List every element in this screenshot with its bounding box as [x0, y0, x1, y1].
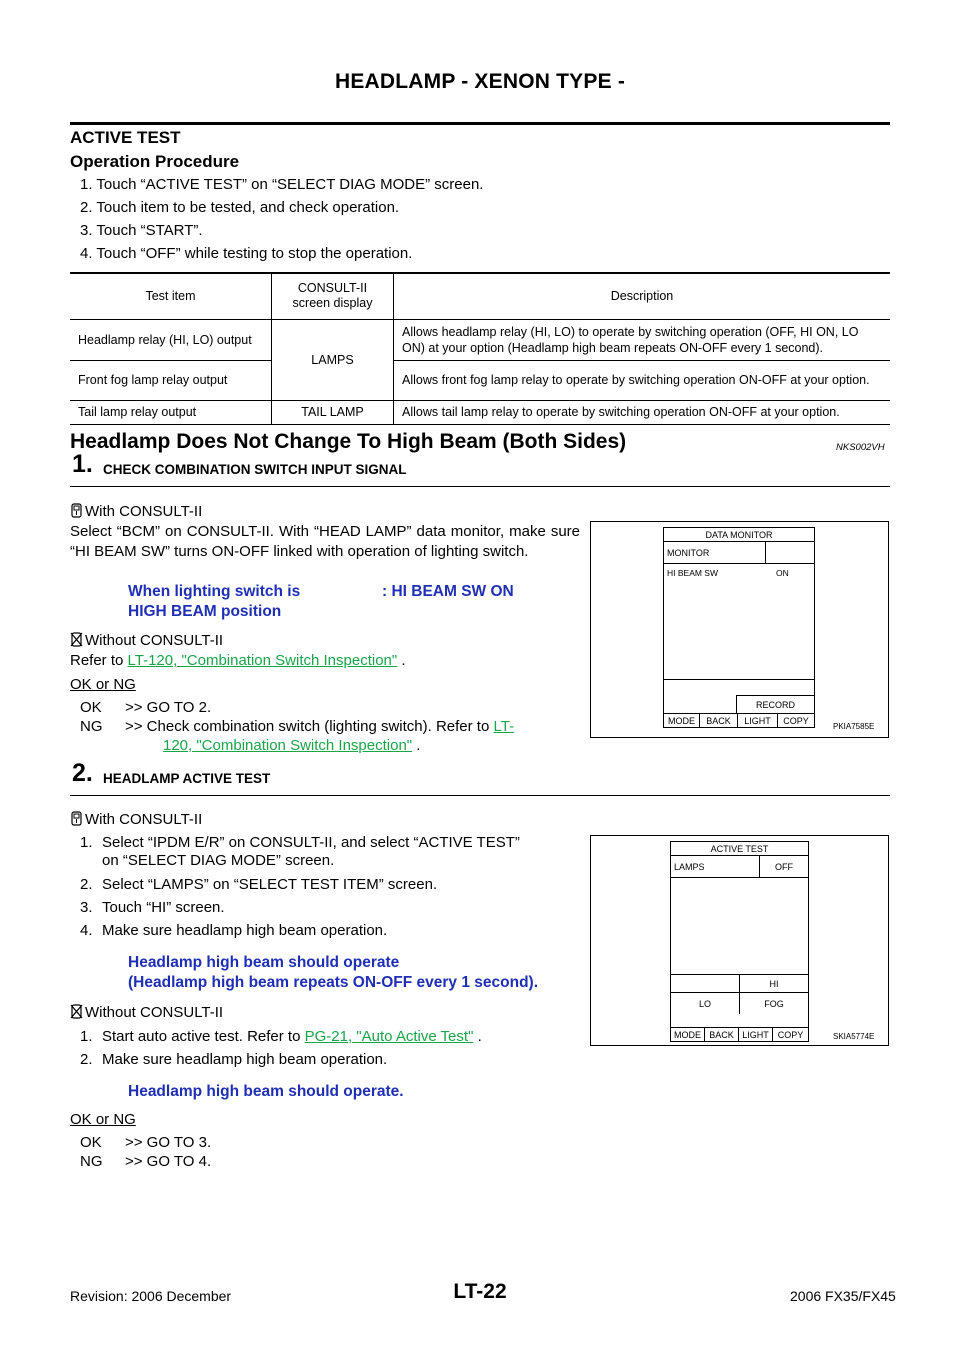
step-rule: [70, 795, 890, 796]
procedure-step: 1. Touch “ACTIVE TEST” on “SELECT DIAG MODE” screen.: [80, 176, 484, 193]
mode-button[interactable]: MODE: [671, 1027, 705, 1041]
without-consult-label: Without CONSULT-II: [70, 1003, 223, 1023]
ok-text: >> GO TO 3.: [125, 1134, 212, 1151]
with-step: Touch “HI” screen.: [102, 899, 225, 916]
list-number: 1.: [80, 1028, 93, 1045]
list-number: 1.: [80, 834, 93, 851]
footer-revision: Revision: 2006 December: [70, 1288, 232, 1304]
test-value: OFF: [759, 856, 808, 878]
table-cell-test-item: Front fog lamp relay output: [70, 360, 272, 400]
ref-link[interactable]: LT-: [493, 718, 515, 735]
copy-button[interactable]: COPY: [773, 1027, 808, 1041]
table-header-description: Description: [394, 273, 891, 319]
step-number: 1.: [72, 450, 93, 478]
with-step: Make sure headlamp high beam operation.: [102, 922, 388, 939]
ok-text: >> GO TO 2.: [125, 699, 212, 716]
without-consult-label: Without CONSULT-II: [70, 631, 223, 651]
ng-label: NG: [80, 718, 103, 735]
light-button[interactable]: LIGHT: [739, 1027, 773, 1041]
expected-result: Headlamp high beam should operate: [128, 954, 400, 971]
ok-label: OK: [80, 1134, 102, 1151]
step-rule: [70, 486, 890, 487]
procedure-step: 2. Touch item to be tested, and check operation.: [80, 199, 400, 216]
ok-or-ng-label: OK or NG: [70, 676, 136, 693]
active-test-heading: ACTIVE TEST: [70, 128, 181, 147]
table-cell-description: Allows headlamp relay (HI, LO) to operate by switching operation (OFF, HI ON, LO ON) at your option (Headlamp high beam repeats ON-OFF every 1 second).: [394, 319, 891, 360]
list-number: 4.: [80, 922, 93, 939]
table-cell-test-item: Headlamp relay (HI, LO) output: [70, 319, 272, 360]
record-button[interactable]: RECORD: [736, 695, 814, 713]
procedure-step: 4. Touch “OFF” while testing to stop the operation.: [80, 245, 413, 262]
ok-label: OK: [80, 699, 102, 716]
ref-link[interactable]: 120, "Combination Switch Inspection": [163, 737, 413, 754]
copy-button[interactable]: COPY: [778, 713, 814, 727]
table-cell-test-item: Tail lamp relay output: [70, 400, 272, 424]
fog-button[interactable]: FOG: [739, 992, 808, 1014]
no-consult-icon: [70, 632, 83, 647]
refer-line: Refer to LT-120, "Combination Switch Inspection" .: [70, 652, 406, 669]
page-header-title: HEADLAMP - XENON TYPE -: [334, 70, 626, 93]
test-item: LAMPS: [671, 856, 759, 878]
monitor-header-blank: [766, 542, 814, 564]
with-consult-label: With CONSULT-II: [70, 810, 202, 830]
monitor-value: ON: [776, 568, 789, 578]
step-title: CHECK COMBINATION SWITCH INPUT SIGNAL: [103, 462, 407, 477]
table-header-test-item: Test item: [70, 273, 272, 319]
consult-tool-icon: [70, 503, 83, 518]
without-step: Make sure headlamp high beam operation.: [102, 1051, 388, 1068]
without-step: Start auto active test. Refer to PG-21, "Auto Active Test" .: [102, 1028, 482, 1045]
header-rule: [70, 122, 890, 125]
expected-result: (Headlamp high beam repeats ON-OFF every 1 second).: [128, 974, 539, 991]
expected-result: Headlamp high beam should operate.: [128, 1083, 404, 1100]
section-title: Headlamp Does Not Change To High Beam (Both Sides): [70, 430, 627, 453]
consult-screen: [663, 527, 815, 728]
ng-text: >> Check combination switch (lighting switch). Refer to LT-: [125, 718, 515, 735]
hi-button[interactable]: HI: [739, 974, 808, 992]
step-number: 2.: [72, 759, 93, 787]
data-monitor-figure: [590, 521, 889, 738]
list-number: 2.: [80, 1051, 93, 1068]
blank-button: [671, 974, 739, 992]
monitor-item: HI BEAM SW: [667, 568, 719, 578]
ng-label: NG: [80, 1153, 103, 1170]
condition-right: : HI BEAM SW ON: [382, 583, 514, 600]
active-test-figure: [590, 835, 889, 1046]
monitor-header: MONITOR: [664, 542, 766, 564]
table-cell-screen-display: TAIL LAMP: [272, 400, 394, 424]
table-header-screen-display: CONSULT-II screen display: [272, 273, 394, 319]
step1-instruction: Select “BCM” on CONSULT-II. With “HEAD LAMP” data monitor, make sure “HI BEAM SW” turns ON-OFF linked with operation of lighting switch.: [70, 523, 580, 560]
with-step: Select “LAMPS” on “SELECT TEST ITEM” screen.: [102, 876, 438, 893]
consult-screen: [670, 841, 809, 1042]
ok-or-ng-label: OK or NG: [70, 1111, 136, 1128]
ref-link[interactable]: PG-21, "Auto Active Test": [304, 1028, 474, 1045]
step-title: HEADLAMP ACTIVE TEST: [103, 771, 271, 786]
active-test-table: [70, 272, 890, 425]
lo-button[interactable]: LO: [671, 992, 739, 1014]
footer-model: 2006 FX35/FX45: [790, 1288, 896, 1304]
ng-text-cont: 120, "Combination Switch Inspection" .: [163, 737, 421, 754]
back-button[interactable]: BACK: [700, 713, 738, 727]
table-cell-screen-display: LAMPS: [272, 319, 394, 400]
procedure-step: 3. Touch “START”.: [80, 222, 203, 239]
figure-caption: PKIA7585E: [833, 722, 875, 731]
mode-button[interactable]: MODE: [664, 713, 700, 727]
screen-title: DATA MONITOR: [664, 528, 814, 542]
list-number: 2.: [80, 876, 93, 893]
with-step-cont: on “SELECT DIAG MODE” screen.: [102, 852, 335, 869]
with-step: Select “IPDM E/R” on CONSULT-II, and select “ACTIVE TEST”: [102, 834, 520, 851]
table-cell-description: Allows front fog lamp relay to operate by switching operation ON-OFF at your option.: [394, 360, 891, 400]
operation-procedure-heading: Operation Procedure: [70, 152, 240, 171]
section-code: NKS002VH: [836, 442, 885, 453]
screen-title: ACTIVE TEST: [671, 842, 808, 856]
ng-text: >> GO TO 4.: [125, 1153, 212, 1170]
consult-tool-icon: [70, 811, 83, 826]
condition-left: HIGH BEAM position: [128, 603, 282, 620]
with-consult-label: With CONSULT-II: [70, 502, 202, 522]
footer-page-number: LT-22: [453, 1280, 507, 1303]
figure-caption: SKIA5774E: [833, 1032, 875, 1041]
back-button[interactable]: BACK: [705, 1027, 739, 1041]
list-number: 3.: [80, 899, 93, 916]
condition-left: When lighting switch is: [128, 583, 301, 600]
light-button[interactable]: LIGHT: [738, 713, 778, 727]
table-cell-description: Allows tail lamp relay to operate by switching operation ON-OFF at your option.: [394, 400, 891, 424]
ref-link[interactable]: LT-120, "Combination Switch Inspection": [127, 652, 398, 669]
no-consult-icon: [70, 1004, 83, 1019]
